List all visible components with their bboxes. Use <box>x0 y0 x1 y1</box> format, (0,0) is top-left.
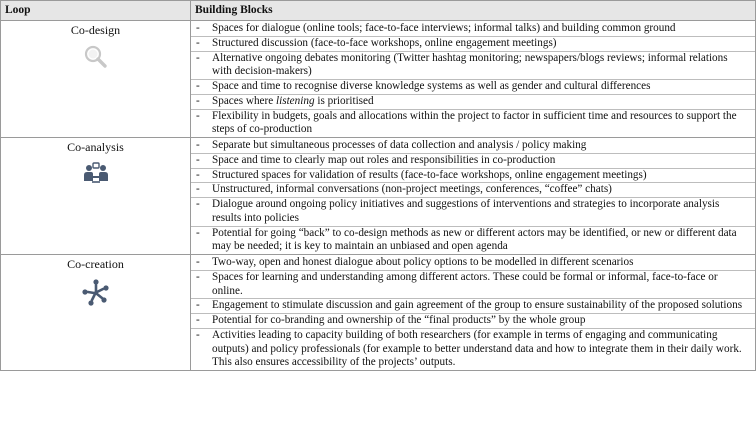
list-item: - Structured discussion (face-to-face workshops, online engagement meetings) <box>191 37 755 52</box>
list-item: - Space and time to clearly map out roles and responsibilities in co-production <box>191 154 755 169</box>
building-blocks-cell <box>191 138 756 255</box>
list-item: - Flexibility in budgets, goals and allocations within the project to factor in sufficient time and resources to support the steps of co-production <box>191 110 755 138</box>
list-item: - Unstructured, informal conversations (non-project meetings, conferences, “coffee” chats) <box>191 183 755 198</box>
list-item: - Dialogue around ongoing policy initiatives and suggestions of interventions and strategies to incorporate analysis results into policies <box>191 198 755 227</box>
table-header-row <box>1 1 756 21</box>
building-blocks-list <box>191 139 755 254</box>
building-blocks-list <box>191 22 755 137</box>
item-emphasis: listening <box>276 94 315 107</box>
loop-name: Co-analysis <box>67 140 124 154</box>
table-row <box>1 21 756 138</box>
building-blocks-cell <box>191 255 756 371</box>
list-item: - Engagement to stimulate discussion and gain agreement of the group to ensure sustainability of the proposed solutions <box>191 299 755 314</box>
item-text: Spaces where <box>212 94 276 107</box>
loop-name: Co-creation <box>67 257 124 271</box>
loop-cell <box>1 255 191 371</box>
building-blocks-list <box>191 256 755 370</box>
loop-cell <box>1 138 191 255</box>
item-text: is prioritised <box>314 94 374 107</box>
magnifier-icon <box>83 44 109 70</box>
group-meeting-icon <box>82 161 110 185</box>
list-item: - Potential for co-branding and ownership of the “final products” by the whole group <box>191 314 755 329</box>
list-item: - Potential for going “back” to co-design methods as new or different actors may be identified, or new or different data may be needed; it is key to maintain an unbiased and open agenda <box>191 227 755 255</box>
list-item: - Activities leading to capacity building of both researchers (for example in terms of engaging and communicating outputs) and policy professionals (for example to better understand data and how to integrate them in their daily work. This also ensures accessibility of the projects’ outputs. <box>191 329 755 370</box>
loop-cell <box>1 21 191 138</box>
list-item: - Spaces for learning and understanding among different actors. These could be formal or informal, face-to-face or online. <box>191 271 755 300</box>
list-item: - Structured spaces for validation of results (face-to-face workshops, online engagement meetings) <box>191 169 755 184</box>
list-item: - Alternative ongoing debates monitoring (Twitter hashtag monitoring; newspapers/blogs reviews; informal relations with decision-makers) <box>191 52 755 81</box>
list-item: - Two-way, open and honest dialogue about policy options to be modelled in different scenarios <box>191 256 755 271</box>
table-row <box>1 138 756 255</box>
list-item: - Spaces for dialogue (online tools; face-to-face interviews; informal talks) and building common ground <box>191 22 755 37</box>
table-row <box>1 255 756 371</box>
loop-name: Co-design <box>70 23 121 37</box>
building-blocks-cell <box>191 21 756 138</box>
people-circle-icon <box>82 278 110 308</box>
header-loop: Loop <box>1 1 191 21</box>
list-item: - Space and time to recognise diverse knowledge systems as well as gender and cultural differences <box>191 80 755 95</box>
list-item <box>191 95 755 110</box>
header-building-blocks: Building Blocks <box>191 1 756 21</box>
list-item: - Separate but simultaneous processes of data collection and analysis / policy making <box>191 139 755 154</box>
